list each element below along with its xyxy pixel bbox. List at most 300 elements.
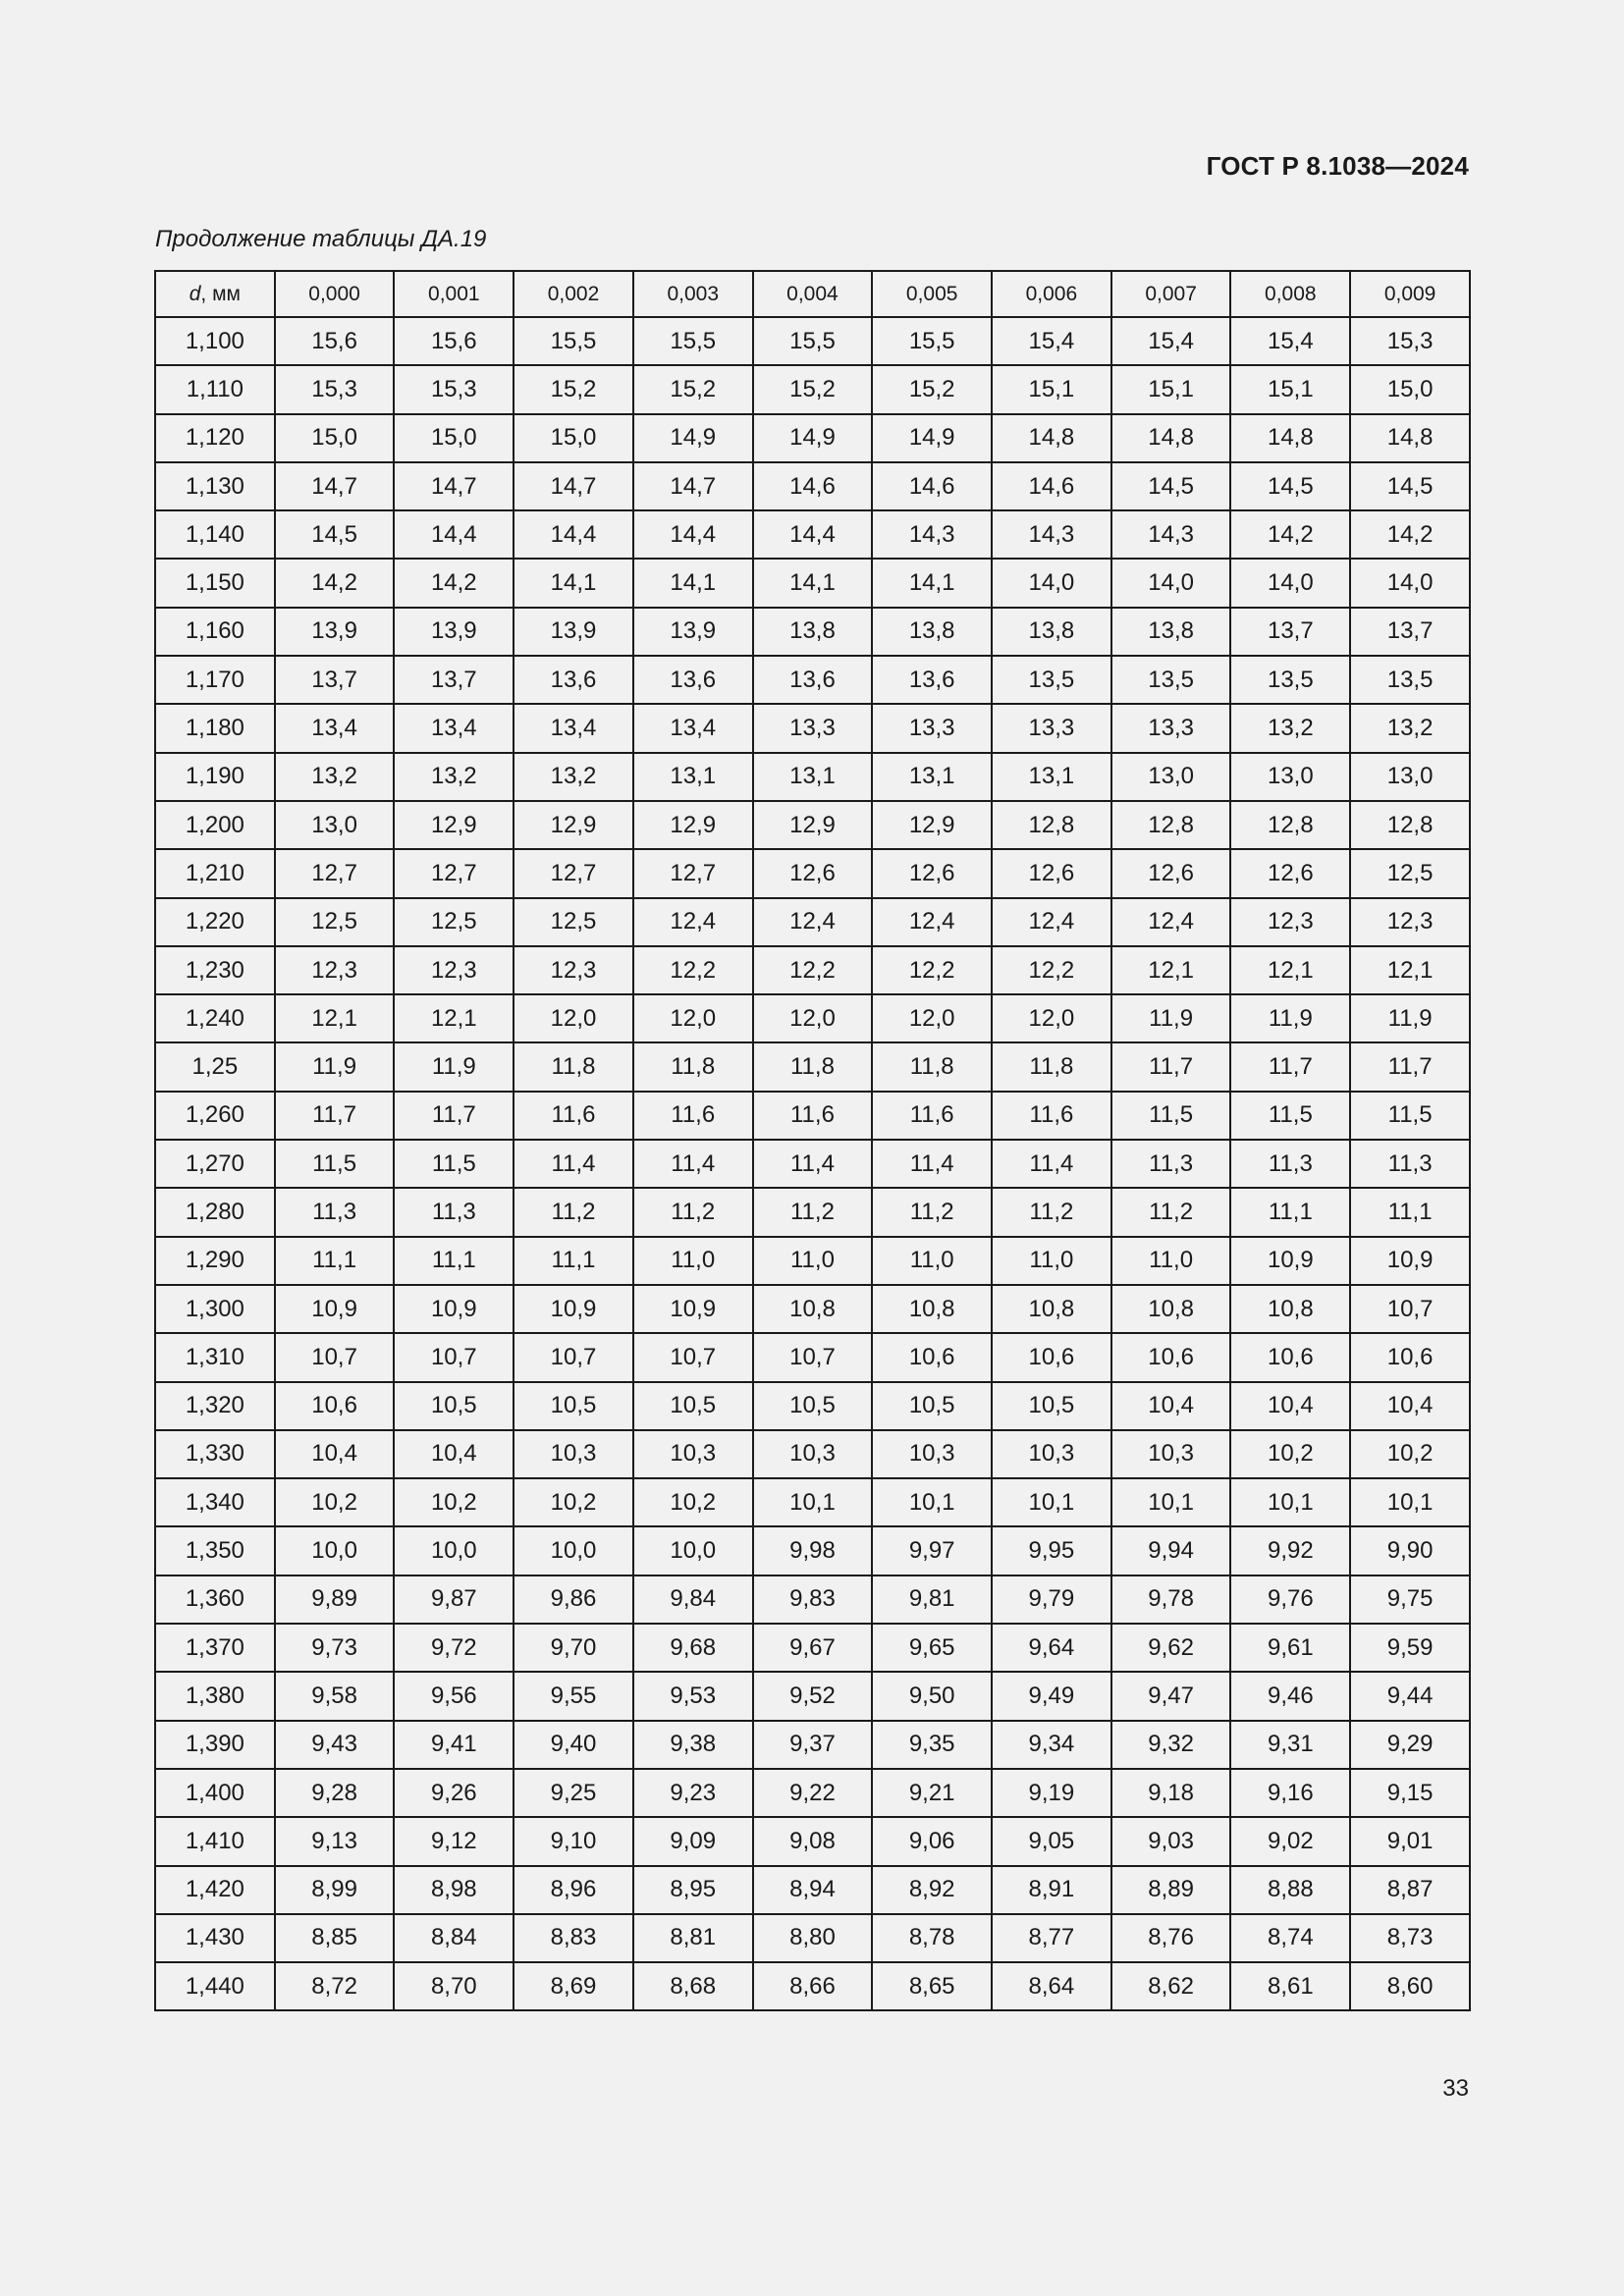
table-cell: 13,8 (872, 608, 992, 656)
table-cell: 15,1 (1230, 365, 1350, 413)
table-cell: 14,3 (1111, 510, 1231, 559)
table-cell: 9,19 (992, 1769, 1111, 1817)
table-cell: 15,3 (1350, 317, 1470, 365)
table-cell: 12,8 (1111, 801, 1231, 849)
table-cell: 13,2 (1350, 704, 1470, 752)
table-cell: 12,1 (1230, 946, 1350, 994)
table-row (155, 1721, 1470, 1769)
table-cell: 9,56 (394, 1672, 514, 1720)
table-cell: 15,5 (633, 317, 753, 365)
row-d-cell: 1,190 (155, 753, 275, 801)
table-cell: 15,2 (872, 365, 992, 413)
table-row (155, 704, 1470, 752)
table-cell: 13,9 (633, 608, 753, 656)
table-cell: 12,1 (275, 994, 395, 1042)
table-header (155, 271, 1470, 317)
table-cell: 11,4 (633, 1140, 753, 1188)
table-cell: 9,79 (992, 1575, 1111, 1624)
row-d-cell: 1,230 (155, 946, 275, 994)
table-cell: 11,6 (514, 1092, 633, 1140)
table-cell: 8,69 (514, 1962, 633, 2010)
header-cell: 0,000 (275, 271, 395, 317)
row-d-cell: 1,420 (155, 1866, 275, 1914)
table-cell: 13,1 (872, 753, 992, 801)
table-cell: 13,5 (992, 656, 1111, 704)
table-cell: 9,37 (753, 1721, 873, 1769)
table-row (155, 946, 1470, 994)
table-cell: 10,5 (872, 1382, 992, 1430)
table-cell: 8,66 (753, 1962, 873, 2010)
table-row (155, 559, 1470, 607)
table-cell: 14,4 (514, 510, 633, 559)
table-cell: 14,7 (275, 462, 395, 510)
page-number: 33 (1442, 2075, 1469, 2102)
table-cell: 13,1 (753, 753, 873, 801)
table-cell: 13,3 (992, 704, 1111, 752)
row-d-cell: 1,200 (155, 801, 275, 849)
table-cell: 14,0 (1350, 559, 1470, 607)
row-d-cell: 1,280 (155, 1188, 275, 1236)
table-cell: 9,62 (1111, 1624, 1231, 1672)
table-cell: 14,2 (1230, 510, 1350, 559)
table-cell: 8,78 (872, 1914, 992, 1962)
table-cell: 10,5 (753, 1382, 873, 1430)
table-row (155, 414, 1470, 462)
table-cell: 10,7 (633, 1333, 753, 1381)
table-cell: 10,6 (275, 1382, 395, 1430)
table-cell: 11,5 (394, 1140, 514, 1188)
table-cell: 9,08 (753, 1817, 873, 1865)
table-cell: 11,9 (1350, 994, 1470, 1042)
table-cell: 8,95 (633, 1866, 753, 1914)
table-cell: 13,1 (992, 753, 1111, 801)
table-row (155, 1430, 1470, 1478)
table-cell: 12,8 (1350, 801, 1470, 849)
table-row (155, 656, 1470, 704)
row-d-cell: 1,130 (155, 462, 275, 510)
table-cell: 11,0 (1111, 1237, 1231, 1285)
table-cell: 13,0 (1111, 753, 1231, 801)
table-cell: 15,4 (1111, 317, 1231, 365)
table-cell: 12,2 (992, 946, 1111, 994)
header-cell: 0,005 (872, 271, 992, 317)
row-d-cell: 1,170 (155, 656, 275, 704)
table-cell: 14,1 (872, 559, 992, 607)
table-cell: 14,2 (275, 559, 395, 607)
document-code: ГОСТ Р 8.1038—2024 (1206, 151, 1469, 181)
data-table-container (154, 270, 1471, 2011)
table-cell: 13,0 (1350, 753, 1470, 801)
row-d-cell: 1,140 (155, 510, 275, 559)
table-cell: 9,84 (633, 1575, 753, 1624)
row-d-cell: 1,160 (155, 608, 275, 656)
table-cell: 9,09 (633, 1817, 753, 1865)
table-cell: 8,72 (275, 1962, 395, 2010)
table-cell: 11,9 (394, 1042, 514, 1091)
table-cell: 11,2 (1111, 1188, 1231, 1236)
table-cell: 9,28 (275, 1769, 395, 1817)
table-row (155, 1817, 1470, 1865)
table-cell: 10,1 (992, 1478, 1111, 1526)
table-cell: 8,76 (1111, 1914, 1231, 1962)
table-cell: 10,2 (1350, 1430, 1470, 1478)
table-cell: 14,9 (633, 414, 753, 462)
header-cell: 0,006 (992, 271, 1111, 317)
table-cell: 14,1 (753, 559, 873, 607)
table-cell: 10,8 (992, 1285, 1111, 1333)
row-d-cell: 1,320 (155, 1382, 275, 1430)
table-cell: 10,6 (992, 1333, 1111, 1381)
row-d-cell: 1,410 (155, 1817, 275, 1865)
table-cell: 11,5 (1230, 1092, 1350, 1140)
table-row (155, 994, 1470, 1042)
table-row (155, 753, 1470, 801)
table-cell: 8,81 (633, 1914, 753, 1962)
table-cell: 11,0 (872, 1237, 992, 1285)
table-cell: 10,4 (394, 1430, 514, 1478)
table-cell: 10,3 (633, 1430, 753, 1478)
table-cell: 10,4 (1230, 1382, 1350, 1430)
table-cell: 11,7 (1111, 1042, 1231, 1091)
table-cell: 10,2 (633, 1478, 753, 1526)
table-cell: 14,9 (872, 414, 992, 462)
row-d-cell: 1,220 (155, 898, 275, 946)
table-cell: 10,7 (514, 1333, 633, 1381)
table-cell: 9,46 (1230, 1672, 1350, 1720)
table-cell: 11,8 (753, 1042, 873, 1091)
table-cell: 12,2 (753, 946, 873, 994)
table-cell: 12,0 (872, 994, 992, 1042)
table-cell: 14,1 (633, 559, 753, 607)
table-cell: 11,6 (872, 1092, 992, 1140)
header-d-var: d (189, 282, 201, 305)
table-cell: 9,05 (992, 1817, 1111, 1865)
table-cell: 14,6 (753, 462, 873, 510)
table-cell: 11,6 (753, 1092, 873, 1140)
row-d-cell: 1,260 (155, 1092, 275, 1140)
table-cell: 11,3 (1350, 1140, 1470, 1188)
table-cell: 13,5 (1230, 656, 1350, 704)
table-cell: 13,9 (275, 608, 395, 656)
table-cell: 14,1 (514, 559, 633, 607)
table-cell: 10,7 (394, 1333, 514, 1381)
table-cell: 9,81 (872, 1575, 992, 1624)
table-cell: 12,3 (1230, 898, 1350, 946)
table-cell: 9,29 (1350, 1721, 1470, 1769)
row-d-cell: 1,270 (155, 1140, 275, 1188)
table-cell: 15,0 (1350, 365, 1470, 413)
table-cell: 13,2 (514, 753, 633, 801)
table-cell: 9,97 (872, 1526, 992, 1575)
table-cell: 10,7 (275, 1333, 395, 1381)
row-d-cell: 1,360 (155, 1575, 275, 1624)
row-d-cell: 1,290 (155, 1237, 275, 1285)
table-cell: 10,7 (1350, 1285, 1470, 1333)
table-cell: 10,4 (275, 1430, 395, 1478)
table-cell: 11,9 (275, 1042, 395, 1091)
table-cell: 10,9 (1350, 1237, 1470, 1285)
row-d-cell: 1,100 (155, 317, 275, 365)
table-cell: 9,67 (753, 1624, 873, 1672)
table-cell: 9,92 (1230, 1526, 1350, 1575)
table-cell: 9,89 (275, 1575, 395, 1624)
table-cell: 12,6 (1230, 849, 1350, 897)
table-cell: 10,3 (753, 1430, 873, 1478)
table-cell: 8,99 (275, 1866, 395, 1914)
table-cell: 11,2 (514, 1188, 633, 1236)
table-cell: 12,4 (1111, 898, 1231, 946)
table-cell: 9,13 (275, 1817, 395, 1865)
table-row (155, 365, 1470, 413)
table-cell: 10,9 (1230, 1237, 1350, 1285)
table-cell: 9,95 (992, 1526, 1111, 1575)
table-cell: 11,9 (1111, 994, 1231, 1042)
table-cell: 9,49 (992, 1672, 1111, 1720)
table-cell: 9,87 (394, 1575, 514, 1624)
row-d-cell: 1,240 (155, 994, 275, 1042)
table-cell: 14,2 (394, 559, 514, 607)
table-cell: 12,3 (275, 946, 395, 994)
table-cell: 8,68 (633, 1962, 753, 2010)
table-row (155, 1575, 1470, 1624)
table-cell: 9,25 (514, 1769, 633, 1817)
table-cell: 8,98 (394, 1866, 514, 1914)
table-cell: 11,7 (394, 1092, 514, 1140)
table-cell: 10,0 (514, 1526, 633, 1575)
table-cell: 8,70 (394, 1962, 514, 2010)
table-cell: 10,7 (753, 1333, 873, 1381)
table-cell: 11,2 (633, 1188, 753, 1236)
table-cell: 8,61 (1230, 1962, 1350, 2010)
row-d-cell: 1,25 (155, 1042, 275, 1091)
table-cell: 12,5 (394, 898, 514, 946)
table-cell: 15,4 (1230, 317, 1350, 365)
table-cell: 9,75 (1350, 1575, 1470, 1624)
table-cell: 13,9 (514, 608, 633, 656)
table-cell: 9,44 (1350, 1672, 1470, 1720)
table-cell: 15,2 (753, 365, 873, 413)
table-cell: 12,7 (633, 849, 753, 897)
table-cell: 13,6 (753, 656, 873, 704)
table-cell: 12,1 (394, 994, 514, 1042)
table-cell: 9,12 (394, 1817, 514, 1865)
table-cell: 14,8 (1350, 414, 1470, 462)
table-cell: 12,6 (753, 849, 873, 897)
table-cell: 11,2 (992, 1188, 1111, 1236)
table-cell: 13,8 (753, 608, 873, 656)
table-cell: 14,6 (992, 462, 1111, 510)
table-cell: 9,38 (633, 1721, 753, 1769)
table-cell: 15,1 (1111, 365, 1231, 413)
table-cell: 11,8 (633, 1042, 753, 1091)
table-cell: 9,02 (1230, 1817, 1350, 1865)
table-cell: 9,53 (633, 1672, 753, 1720)
table-cell: 11,1 (1350, 1188, 1470, 1236)
table-cell: 12,4 (872, 898, 992, 946)
table-cell: 13,6 (633, 656, 753, 704)
table-cell: 10,9 (514, 1285, 633, 1333)
table-cell: 10,6 (1111, 1333, 1231, 1381)
table-cell: 10,1 (872, 1478, 992, 1526)
table-cell: 9,35 (872, 1721, 992, 1769)
row-d-cell: 1,380 (155, 1672, 275, 1720)
row-d-cell: 1,210 (155, 849, 275, 897)
table-row (155, 1478, 1470, 1526)
table-cell: 15,3 (394, 365, 514, 413)
table-cell: 13,8 (1111, 608, 1231, 656)
table-cell: 10,5 (633, 1382, 753, 1430)
table-row (155, 1866, 1470, 1914)
table-cell: 8,62 (1111, 1962, 1231, 2010)
table-cell: 9,18 (1111, 1769, 1231, 1817)
table-cell: 13,2 (275, 753, 395, 801)
table-row (155, 1672, 1470, 1720)
table-cell: 11,5 (275, 1140, 395, 1188)
table-cell: 11,2 (872, 1188, 992, 1236)
table-cell: 11,4 (753, 1140, 873, 1188)
table-cell: 13,4 (275, 704, 395, 752)
table-cell: 13,3 (872, 704, 992, 752)
table-cell: 9,86 (514, 1575, 633, 1624)
table-cell: 11,7 (1230, 1042, 1350, 1091)
table-cell: 15,3 (275, 365, 395, 413)
table-cell: 11,8 (514, 1042, 633, 1091)
header-cell: 0,003 (633, 271, 753, 317)
table-cell: 15,1 (992, 365, 1111, 413)
row-d-cell: 1,120 (155, 414, 275, 462)
table-cell: 9,52 (753, 1672, 873, 1720)
header-cell: 0,001 (394, 271, 514, 317)
table-cell: 11,9 (1230, 994, 1350, 1042)
table-cell: 11,1 (275, 1237, 395, 1285)
table-cell: 12,4 (633, 898, 753, 946)
table-caption: Продолжение таблицы ДА.19 (155, 226, 487, 252)
table-cell: 12,0 (633, 994, 753, 1042)
table-row (155, 1285, 1470, 1333)
table-cell: 14,5 (275, 510, 395, 559)
table-cell: 8,74 (1230, 1914, 1350, 1962)
table-cell: 12,0 (514, 994, 633, 1042)
table-row (155, 1188, 1470, 1236)
table-cell: 9,41 (394, 1721, 514, 1769)
table-cell: 12,8 (992, 801, 1111, 849)
table-cell: 13,3 (1111, 704, 1231, 752)
table-cell: 8,92 (872, 1866, 992, 1914)
table-cell: 14,6 (872, 462, 992, 510)
table-cell: 15,5 (514, 317, 633, 365)
table-cell: 10,1 (1111, 1478, 1231, 1526)
table-cell: 10,3 (992, 1430, 1111, 1478)
table-cell: 11,8 (872, 1042, 992, 1091)
table-cell: 12,3 (514, 946, 633, 994)
table-cell: 10,8 (872, 1285, 992, 1333)
table-cell: 13,4 (394, 704, 514, 752)
table-cell: 12,0 (753, 994, 873, 1042)
row-d-cell: 1,300 (155, 1285, 275, 1333)
table-cell: 10,6 (872, 1333, 992, 1381)
table-cell: 15,4 (992, 317, 1111, 365)
table-row (155, 1962, 1470, 2010)
table-cell: 14,7 (633, 462, 753, 510)
table-row (155, 317, 1470, 365)
table-cell: 11,0 (992, 1237, 1111, 1285)
table-cell: 12,7 (514, 849, 633, 897)
table-cell: 9,31 (1230, 1721, 1350, 1769)
table-cell: 12,4 (753, 898, 873, 946)
table-cell: 11,3 (1230, 1140, 1350, 1188)
table-cell: 10,2 (275, 1478, 395, 1526)
table-cell: 12,2 (872, 946, 992, 994)
table-cell: 11,3 (394, 1188, 514, 1236)
table-cell: 14,9 (753, 414, 873, 462)
header-cell: 0,004 (753, 271, 873, 317)
table-cell: 14,7 (394, 462, 514, 510)
table-cell: 14,4 (753, 510, 873, 559)
table-cell: 11,5 (1350, 1092, 1470, 1140)
table-cell: 11,2 (753, 1188, 873, 1236)
table-cell: 12,9 (514, 801, 633, 849)
table-cell: 11,0 (633, 1237, 753, 1285)
table-cell: 9,78 (1111, 1575, 1231, 1624)
header-cell-d (155, 271, 275, 317)
table-cell: 12,0 (992, 994, 1111, 1042)
table-row (155, 1624, 1470, 1672)
table-row (155, 1769, 1470, 1817)
table-cell: 12,2 (633, 946, 753, 994)
table-cell: 15,0 (514, 414, 633, 462)
table-cell: 10,0 (633, 1526, 753, 1575)
table-row (155, 1092, 1470, 1140)
table-cell: 13,7 (1230, 608, 1350, 656)
table-cell: 9,61 (1230, 1624, 1350, 1672)
table-cell: 12,9 (753, 801, 873, 849)
table-cell: 12,8 (1230, 801, 1350, 849)
table-cell: 9,64 (992, 1624, 1111, 1672)
table-cell: 14,5 (1230, 462, 1350, 510)
table-cell: 13,6 (514, 656, 633, 704)
table-cell: 8,80 (753, 1914, 873, 1962)
table-cell: 13,1 (633, 753, 753, 801)
table-cell: 11,4 (514, 1140, 633, 1188)
table-cell: 9,34 (992, 1721, 1111, 1769)
table-cell: 9,43 (275, 1721, 395, 1769)
table-cell: 11,0 (753, 1237, 873, 1285)
table-cell: 9,21 (872, 1769, 992, 1817)
table-cell: 14,5 (1350, 462, 1470, 510)
table-cell: 14,2 (1350, 510, 1470, 559)
table-cell: 8,89 (1111, 1866, 1231, 1914)
table-cell: 8,77 (992, 1914, 1111, 1962)
table-cell: 10,0 (275, 1526, 395, 1575)
table-cell: 12,6 (1111, 849, 1231, 897)
table-cell: 8,64 (992, 1962, 1111, 2010)
table-cell: 10,1 (753, 1478, 873, 1526)
table-cell: 12,9 (872, 801, 992, 849)
row-d-cell: 1,430 (155, 1914, 275, 1962)
table-cell: 11,5 (1111, 1092, 1231, 1140)
table-cell: 15,5 (872, 317, 992, 365)
table-cell: 11,3 (275, 1188, 395, 1236)
table-cell: 10,3 (872, 1430, 992, 1478)
table-row (155, 849, 1470, 897)
table-cell: 10,2 (1230, 1430, 1350, 1478)
table-cell: 10,5 (394, 1382, 514, 1430)
row-d-cell: 1,350 (155, 1526, 275, 1575)
table-cell: 10,8 (1111, 1285, 1231, 1333)
table-cell: 10,4 (1111, 1382, 1231, 1430)
table-cell: 12,6 (872, 849, 992, 897)
table-cell: 12,3 (1350, 898, 1470, 946)
